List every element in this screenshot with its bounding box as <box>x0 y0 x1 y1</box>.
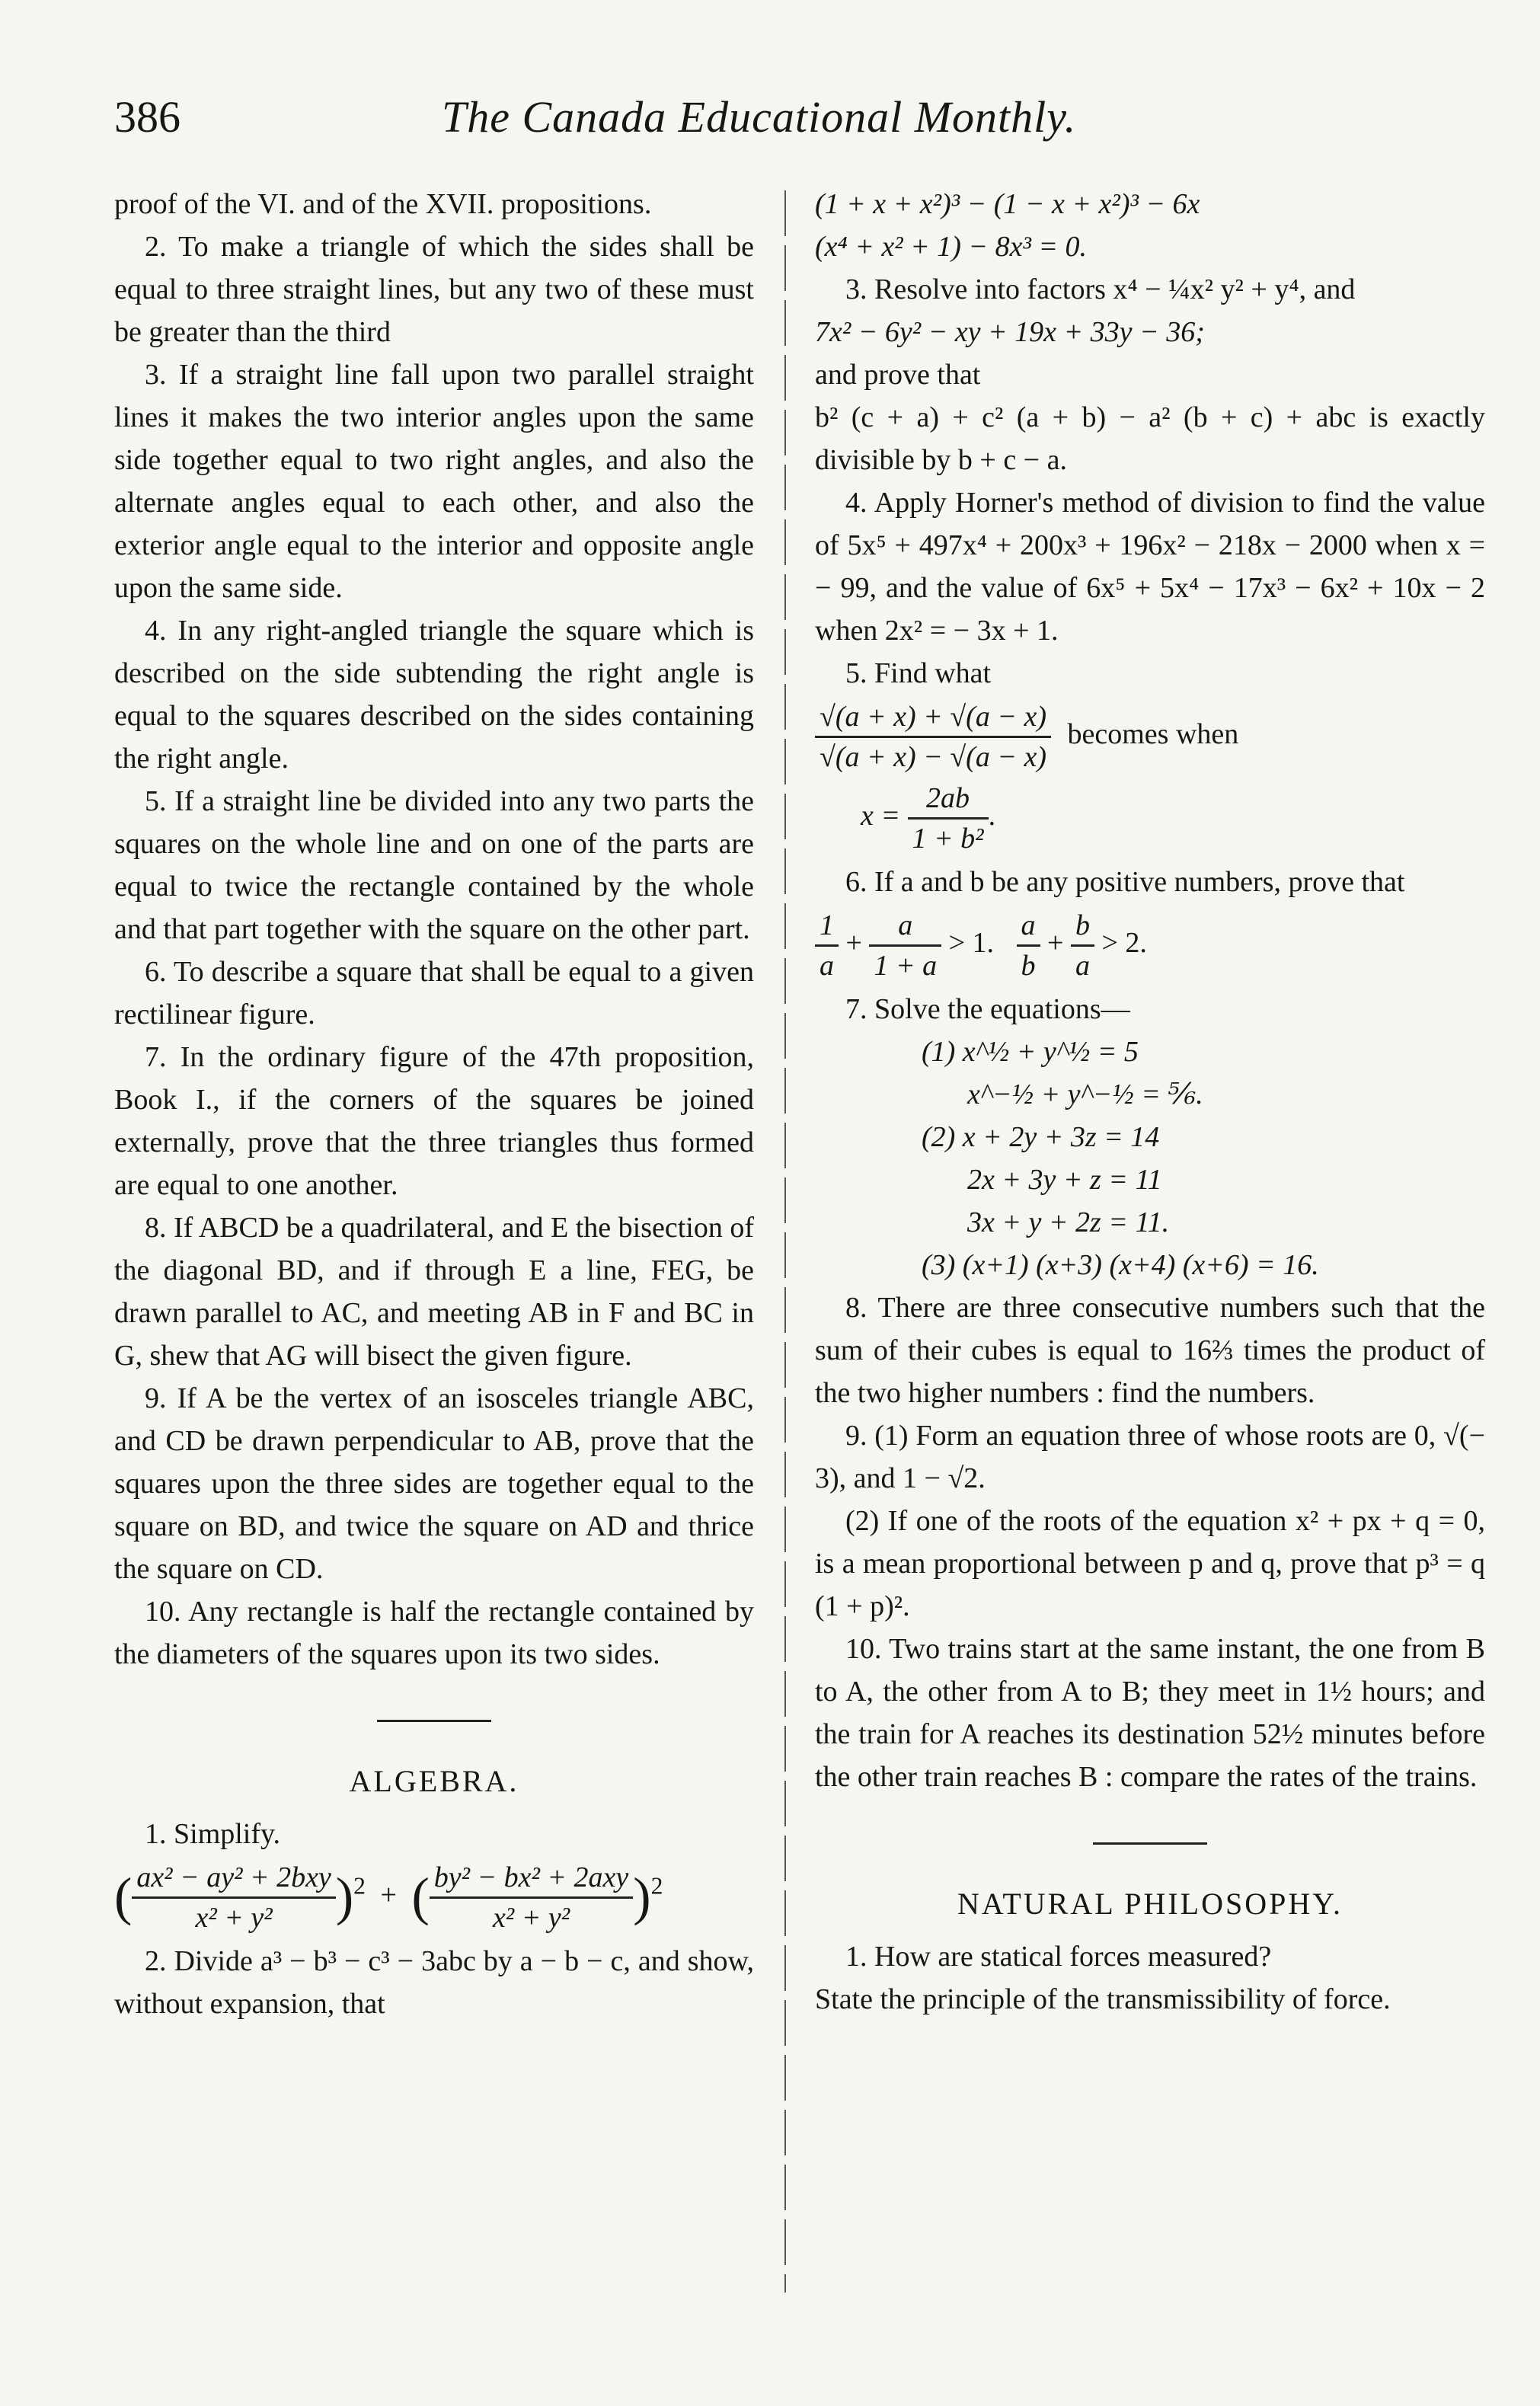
becomes-when-label: becomes when <box>1067 718 1239 751</box>
algebra-question-3: 3. Resolve into factors x⁴ − ¼x² y² + y⁴, and <box>845 273 1356 305</box>
paragraph-geometry-3: 3. If a straight line fall upon two parallel straight lines it makes the two interior angles upon the same side together equal to two right angles, and also the alternate angles equal to each other, and also the exterior angle equal to the interior and opposite angle upon the same side. <box>114 359 754 604</box>
equation-set-2-line-2: 2x + 3y + z = 11 <box>967 1164 1162 1196</box>
paragraph-geometry-6: 6. To describe a square that shall be equal to a given rectilinear figure. <box>114 956 754 1030</box>
surd-fraction <box>815 698 1485 776</box>
paragraph-geometry-5: 5. If a straight line be divided into any two parts the squares on the whole line and on one of the parts are equal to twice the rectangle contained by the whole and that part together with the square on the other part. <box>114 785 754 945</box>
fraction-denominator: a <box>1075 950 1090 982</box>
natural-philosophy-question-1-continued: State the principle of the transmissibility of force. <box>815 1983 1391 2015</box>
x-lhs: x = <box>861 800 901 832</box>
identity-line-1: (1 + x + x²)³ − (1 − x + x²)³ − 6x <box>815 188 1200 220</box>
fraction-denominator: 1 + a <box>874 950 938 982</box>
algebra-question-1: 1. Simplify. <box>145 1818 281 1850</box>
algebra-question-9-part-2: (2) If one of the roots of the equation x² + px + q = 0, is a mean proportional between p and q, prove that p³ = q (1 + p)². <box>815 1505 1485 1622</box>
equation-set-2-line-3: 3x + y + 2z = 11. <box>967 1206 1170 1238</box>
fraction-numerator: by² − bx² + 2axy <box>430 1858 634 1899</box>
right-column <box>815 183 1485 2021</box>
equation-set-3: (3) (x+1) (x+3) (x+4) (x+6) = 16. <box>922 1249 1319 1281</box>
fraction-numerator: a <box>1017 906 1040 947</box>
fraction-numerator: √(a + x) + √(a − x) <box>815 698 1051 738</box>
algebra-question-9-part-1: 9. (1) Form an equation three of whose roots are 0, √(− 3), and 1 − √2. <box>815 1420 1485 1494</box>
equation-set-1-line-1: (1) x^½ + y^½ = 5 <box>922 1036 1139 1068</box>
inequality-1: > 1. <box>948 927 995 960</box>
paragraph-geometry-9: 9. If A be the vertex of an isosceles triangle ABC, and CD be drawn perpendicular to AB, prove that the squares upon the three sides are together equal to the square on BD, and twice the square on AD and thrice the square on CD. <box>114 1382 754 1585</box>
natural-philosophy-heading: NATURAL PHILOSOPHY. <box>957 1887 1343 1921</box>
algebra-heading: ALGEBRA. <box>349 1764 519 1798</box>
divisibility-line: b² (c + a) + c² (a + b) − a² (b + c) + abc is exactly divisible by b + c − a. <box>815 401 1485 476</box>
fraction-denominator: b <box>1021 950 1036 982</box>
paragraph-geometry-7: 7. In the ordinary figure of the 47th proposition, Book I., if the corners of the squares be joined externally, prove that the three triangles thus formed are equal to one another. <box>114 1041 754 1201</box>
expression-line: 7x² − 6y² − xy + 19x + 33y − 36; <box>815 316 1205 348</box>
natural-philosophy-question-1: 1. How are statical forces measured? <box>845 1941 1272 1973</box>
page-number: 386 <box>114 92 181 142</box>
simplify-expression: ( $\frac{\text{ax² − ay² + 2bxy}}{\text{x² + y²}}$ )$^2$ + ( $\frac{\text{by² − bx² + 2axy}}{\text{x² + y²}}$ )$^2$ <box>114 1858 754 1937</box>
fraction-denominator: x² + y² <box>195 1902 273 1934</box>
fraction-denominator: x² + y² <box>492 1902 570 1934</box>
left-column <box>114 183 754 2025</box>
prove-that-label: and prove that <box>815 359 981 391</box>
fraction-denominator: 1 + b² <box>912 823 984 855</box>
section-rule <box>1093 1842 1207 1845</box>
x-value: x = $\frac{2ab}{\text{1 + b²}}$ . <box>815 779 1485 858</box>
fraction-numerator: 1 <box>815 906 839 947</box>
identity-line-2: (x⁴ + x² + 1) − 8x³ = 0. <box>815 231 1087 263</box>
fraction-numerator: a <box>869 906 941 947</box>
fraction-numerator: b <box>1071 906 1094 947</box>
section-rule <box>377 1720 491 1722</box>
algebra-question-5: 5. Find what <box>845 657 992 689</box>
inequality-2: > 2. <box>1101 927 1147 960</box>
paragraph-geometry-2: 2. To make a triangle of which the sides shall be equal to three straight lines, but any two of these must be greater than the third <box>114 231 754 348</box>
column-divider <box>784 190 786 2293</box>
fraction-denominator: √(a + x) − √(a − x) <box>820 741 1046 773</box>
equation-set-1-line-2: x^−½ + y^−½ = ⅚. <box>967 1078 1203 1110</box>
algebra-question-6: 6. If a and b be any positive numbers, prove that <box>845 866 1405 898</box>
equation-set-2-line-1: (2) x + 2y + 3z = 14 <box>922 1121 1160 1153</box>
inequalities: $\frac{1}{a}$ + $\frac{a}{1 + a}$ > 1. $\frac{a}{b}$ + $\frac{b}{a}$ > 2. <box>815 906 1485 985</box>
fraction-numerator: 2ab <box>908 779 989 820</box>
algebra-question-10: 10. Two trains start at the same instant, the one from B to A, the other from A to B; they meet in 1½ hours; and the train for A reaches its destination 52½ minutes before the other train reaches B : compare the rates of the trains. <box>815 1633 1485 1793</box>
paragraph-geometry-4: 4. In any right-angled triangle the square which is described on the side subtending the right angle is equal to the squares described on the sides containing the right angle. <box>114 615 754 775</box>
page-header <box>114 91 1455 152</box>
algebra-question-4: 4. Apply Horner's method of division to find the value of 5x⁵ + 497x⁴ + 200x³ + 196x² − 218x − 2000 when x = − 99, and the value of 6x⁵ + 5x⁴ − 17x³ − 6x² + 10x − 2 when 2x² = − 3x + 1. <box>815 487 1485 647</box>
fraction-numerator: ax² − ay² + 2bxy <box>132 1858 336 1899</box>
algebra-question-8: 8. There are three consecutive numbers such that the sum of their cubes is equal to 16⅔ times the product of the two higher numbers : find the numbers. <box>815 1292 1485 1409</box>
paragraph-geometry-10: 10. Any rectangle is half the rectangle contained by the diameters of the squares upon its two sides. <box>114 1596 754 1670</box>
paragraph-geometry-1: proof of the VI. and of the XVII. propositions. <box>114 188 652 220</box>
algebra-question-2: 2. Divide a³ − b³ − c³ − 3abc by a − b − c, and show, without expansion, that <box>114 1945 754 2020</box>
fraction-denominator: a <box>820 950 834 982</box>
algebra-question-7: 7. Solve the equations— <box>845 993 1130 1025</box>
running-title: The Canada Educational Monthly. <box>442 92 1077 142</box>
paragraph-geometry-8: 8. If ABCD be a quadrilateral, and E the bisection of the diagonal BD, and if through E a line, FEG, be drawn parallel to AC, and meeting AB in F and BC in G, shew that AG will bisect the given figure. <box>114 1212 754 1372</box>
